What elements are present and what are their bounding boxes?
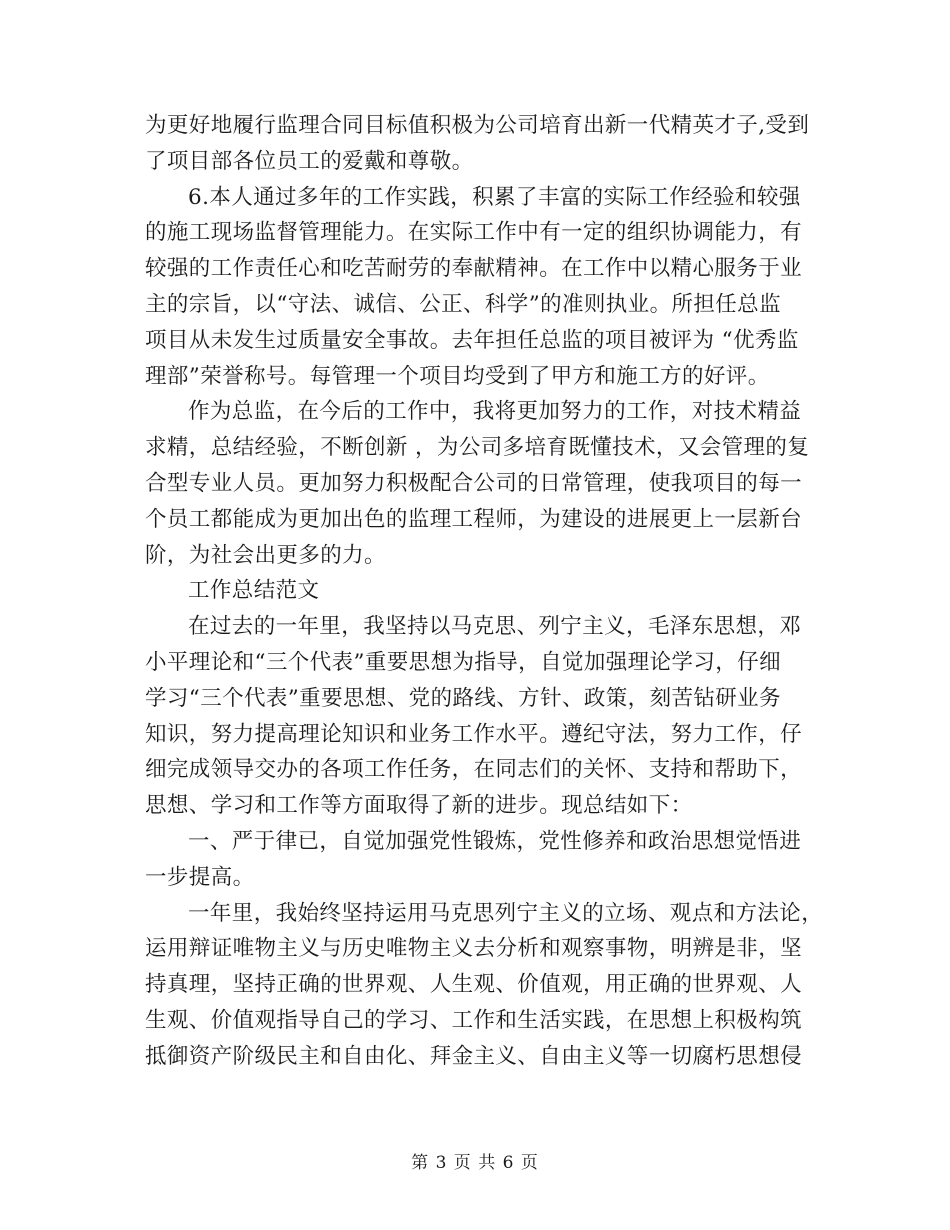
text-line: 小平理论和“三个代表”重要思想为指导，自觉加强理论学习，仔细 bbox=[145, 649, 781, 675]
text-line: 持真理，坚持正确的世界观、人生观、价值观，用正确的世界观、人 bbox=[145, 972, 803, 998]
document-body bbox=[145, 108, 824, 1075]
text-line: 项目从未发生过质量安全事故。去年担任总监的项目被评为 “优秀监 bbox=[145, 327, 799, 353]
text-line: 为更好地履行监理合同目标值积极为公司培育出新一代精英才子,受到 bbox=[145, 113, 810, 138]
text-line: 的施工现场监督管理能力。在实际工作中有一定的组织协调能力，有 bbox=[145, 220, 803, 246]
text-line: 知识，努力提高理论知识和业务工作水平。遵纪守法，努力工作，仔 bbox=[145, 721, 803, 747]
text-line: 了项目部各位员工的爱戴和尊敬。 bbox=[145, 148, 474, 174]
text-line: 细完成领导交办的各项工作任务，在同志们的关怀、支持和帮助下， bbox=[145, 757, 803, 783]
text-line: 主的宗旨，以“守法、诚信、公正、科学”的准则执业。所担任总监 bbox=[145, 291, 781, 317]
text-line: 一年里，我始终坚持运用马克思列宁主义的立场、观点和方法论， bbox=[188, 900, 824, 926]
text-line: 生观、价值观指导自己的学习、工作和生活实践，在思想上积极构筑 bbox=[145, 1007, 803, 1033]
text-line: 思想、学习和工作等方面取得了新的进步。现总结如下： bbox=[145, 793, 693, 819]
text-line: 求精，总结经验，不断创新 ，为公司多培育既懂技术，又会管理的复 bbox=[145, 435, 810, 461]
text-line: 阶，为社会出更多的力。 bbox=[145, 542, 386, 568]
text-line: 一步提高。 bbox=[145, 864, 255, 890]
text-line: 6.本人通过多年的工作实践，积累了丰富的实际工作经验和较强 bbox=[188, 184, 801, 210]
text-line: 学习“三个代表”重要思想、党的路线、方针、政策，刻苦钻研业务 bbox=[145, 685, 781, 711]
text-line: 作为总监，在今后的工作中，我将更加努力的工作，对技术精益 bbox=[188, 399, 802, 425]
text-line: 较强的工作责任心和吃苦耐劳的奉献精神。在工作中以精心服务于业 bbox=[145, 256, 803, 282]
page-number-footer: 第 3 页 共 6 页 bbox=[411, 1153, 539, 1173]
text-line: 抵御资产阶级民主和自由化、拜金主义、自由主义等一切腐朽思想侵 bbox=[145, 1043, 803, 1069]
text-line: 运用辩证唯物主义与历史唯物主义去分析和观察事物，明辨是非，坚 bbox=[145, 936, 803, 962]
text-line: 合型专业人员。更加努力积极配合公司的日常管理，使我项目的每一 bbox=[145, 470, 803, 496]
text-line: 个员工都能成为更加出色的监理工程师，为建设的进展更上一层新台 bbox=[145, 506, 803, 532]
text-line: 理部”荣誉称号。每管理一个项目均受到了甲方和施工方的好评。 bbox=[145, 363, 770, 389]
section-heading: 工作总结范文 bbox=[188, 578, 320, 604]
text-line: 一、严于律已，自觉加强党性锻炼，党性修养和政治思想觉悟进 bbox=[188, 828, 802, 854]
text-line: 在过去的一年里，我坚持以马克思、列宁主义，毛泽东思想，邓 bbox=[188, 614, 802, 640]
